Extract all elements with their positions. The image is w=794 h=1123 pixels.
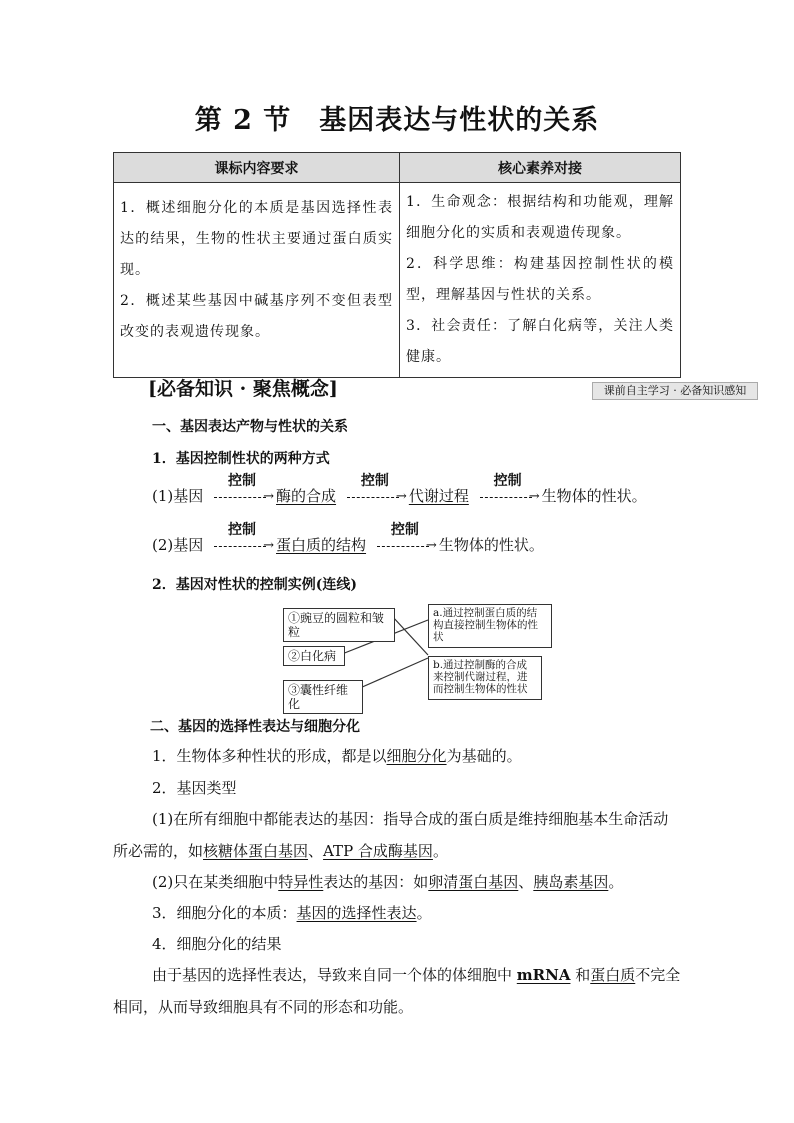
paragraph: 4．细胞分化的结果 xyxy=(152,935,282,953)
answer-blank: 基因的选择性表达 xyxy=(296,904,417,922)
arrow-icon: 控制 → xyxy=(210,487,274,507)
part1-q1: 1．基因控制性状的两种方式 xyxy=(152,451,330,467)
requirement-item: 1．概述细胞分化的本质是基因选择性表达的结果，生物的性状主要通过蛋白质实现。 xyxy=(120,200,393,278)
answer-blank: 胰岛素基因 xyxy=(533,873,609,891)
answer-blank: 核糖体蛋白基因 xyxy=(203,842,309,860)
side-tag: 课前自主学习 · 必备知识感知 xyxy=(592,382,758,400)
match-right-a: a.通过控制蛋白质的结构直接控制生物体的性状 xyxy=(428,604,552,648)
answer-blank: 细胞分化 xyxy=(386,747,447,765)
paragraph: 3．细胞分化的本质：基因的选择性表达。 xyxy=(152,904,432,922)
section-number: 第 2 节 xyxy=(194,105,292,136)
match-left-1: ①豌豆的圆粒和皱粒 xyxy=(283,608,395,642)
connection-line xyxy=(360,658,428,688)
competency-item: 3．社会责任：了解白化病等，关注人类健康。 xyxy=(406,318,674,365)
paragraph: (1)在所有细胞中都能表达的基因：指导合成的蛋白质是维持细胞基本生命活动所必需的，如核糖体蛋白基因、ATP 合成酶基因。 xyxy=(113,810,669,860)
answer-blank: 蛋白质 xyxy=(590,966,636,984)
answer-blank: ATP 合成酶基因 xyxy=(323,842,433,860)
arrow-icon: 控制 → xyxy=(373,536,437,556)
control-way-2: (2)基因 控制 → 蛋白质的结构 控制 → 生物体的性状。 xyxy=(152,522,544,554)
match-left-3: ③囊性纤维化 xyxy=(283,680,363,714)
answer-blank: 特异性 xyxy=(278,873,324,891)
paragraph: 2．基因类型 xyxy=(152,779,237,797)
competency-item: 2．科学思维：构建基因控制性状的模型，理解基因与性状的关系。 xyxy=(406,256,674,303)
paragraph: (2)只在某类细胞中特异性表达的基因：如卵清蛋白基因、胰岛素基因。 xyxy=(152,873,624,891)
page-title xyxy=(0,98,794,137)
answer-blank: 代谢过程 xyxy=(408,487,469,505)
table-header-competencies: 核心素养对接 xyxy=(400,153,681,183)
competencies-cell xyxy=(400,183,681,378)
part1-heading: 一、基因表达产物与性状的关系 xyxy=(152,419,348,435)
match-right-b: b.通过控制酶的合成来控制代谢过程，进而控制生物体的性状 xyxy=(428,656,542,700)
paragraph: 由于基因的选择性表达，导致来自同一个体的体细胞中 mRNA 和蛋白质不完全相同，从而导致细胞具有不同的形态和功能。 xyxy=(113,966,681,1016)
answer-blank: 酶的合成 xyxy=(276,487,337,505)
answer-blank: 卵清蛋白基因 xyxy=(428,873,519,891)
answer-blank: mRNA xyxy=(516,966,571,984)
requirements-table xyxy=(113,152,681,378)
requirements-cell xyxy=(114,183,400,378)
section-heading: [必备知识 · 聚焦概念] xyxy=(148,378,338,400)
part1-q2: 2．基因对性状的控制实例(连线) xyxy=(152,577,357,593)
control-way-1: (1)基因 控制 → 酶的合成 控制 → 代谢过程 控制 → 生物体的性状。 xyxy=(152,473,647,505)
table-header-requirements: 课标内容要求 xyxy=(114,153,400,183)
section-name: 基因表达与性状的关系 xyxy=(319,105,600,136)
answer-blank: 蛋白质的结构 xyxy=(276,536,367,554)
match-left-2: ②白化病 xyxy=(283,646,345,666)
arrow-icon: 控制 → xyxy=(210,536,274,556)
requirement-item: 2．概述某些基因中碱基序列不变但表型改变的表观遗传现象。 xyxy=(120,293,393,340)
part2-heading: 二、基因的选择性表达与细胞分化 xyxy=(150,719,360,735)
competency-item: 1．生命观念：根据结构和功能观，理解细胞分化的实质和表观遗传现象。 xyxy=(406,194,674,241)
paragraph: 1．生物体多种性状的形成，都是以细胞分化为基础的。 xyxy=(152,747,522,765)
arrow-icon: 控制 → xyxy=(476,487,540,507)
arrow-icon: 控制 → xyxy=(343,487,407,507)
